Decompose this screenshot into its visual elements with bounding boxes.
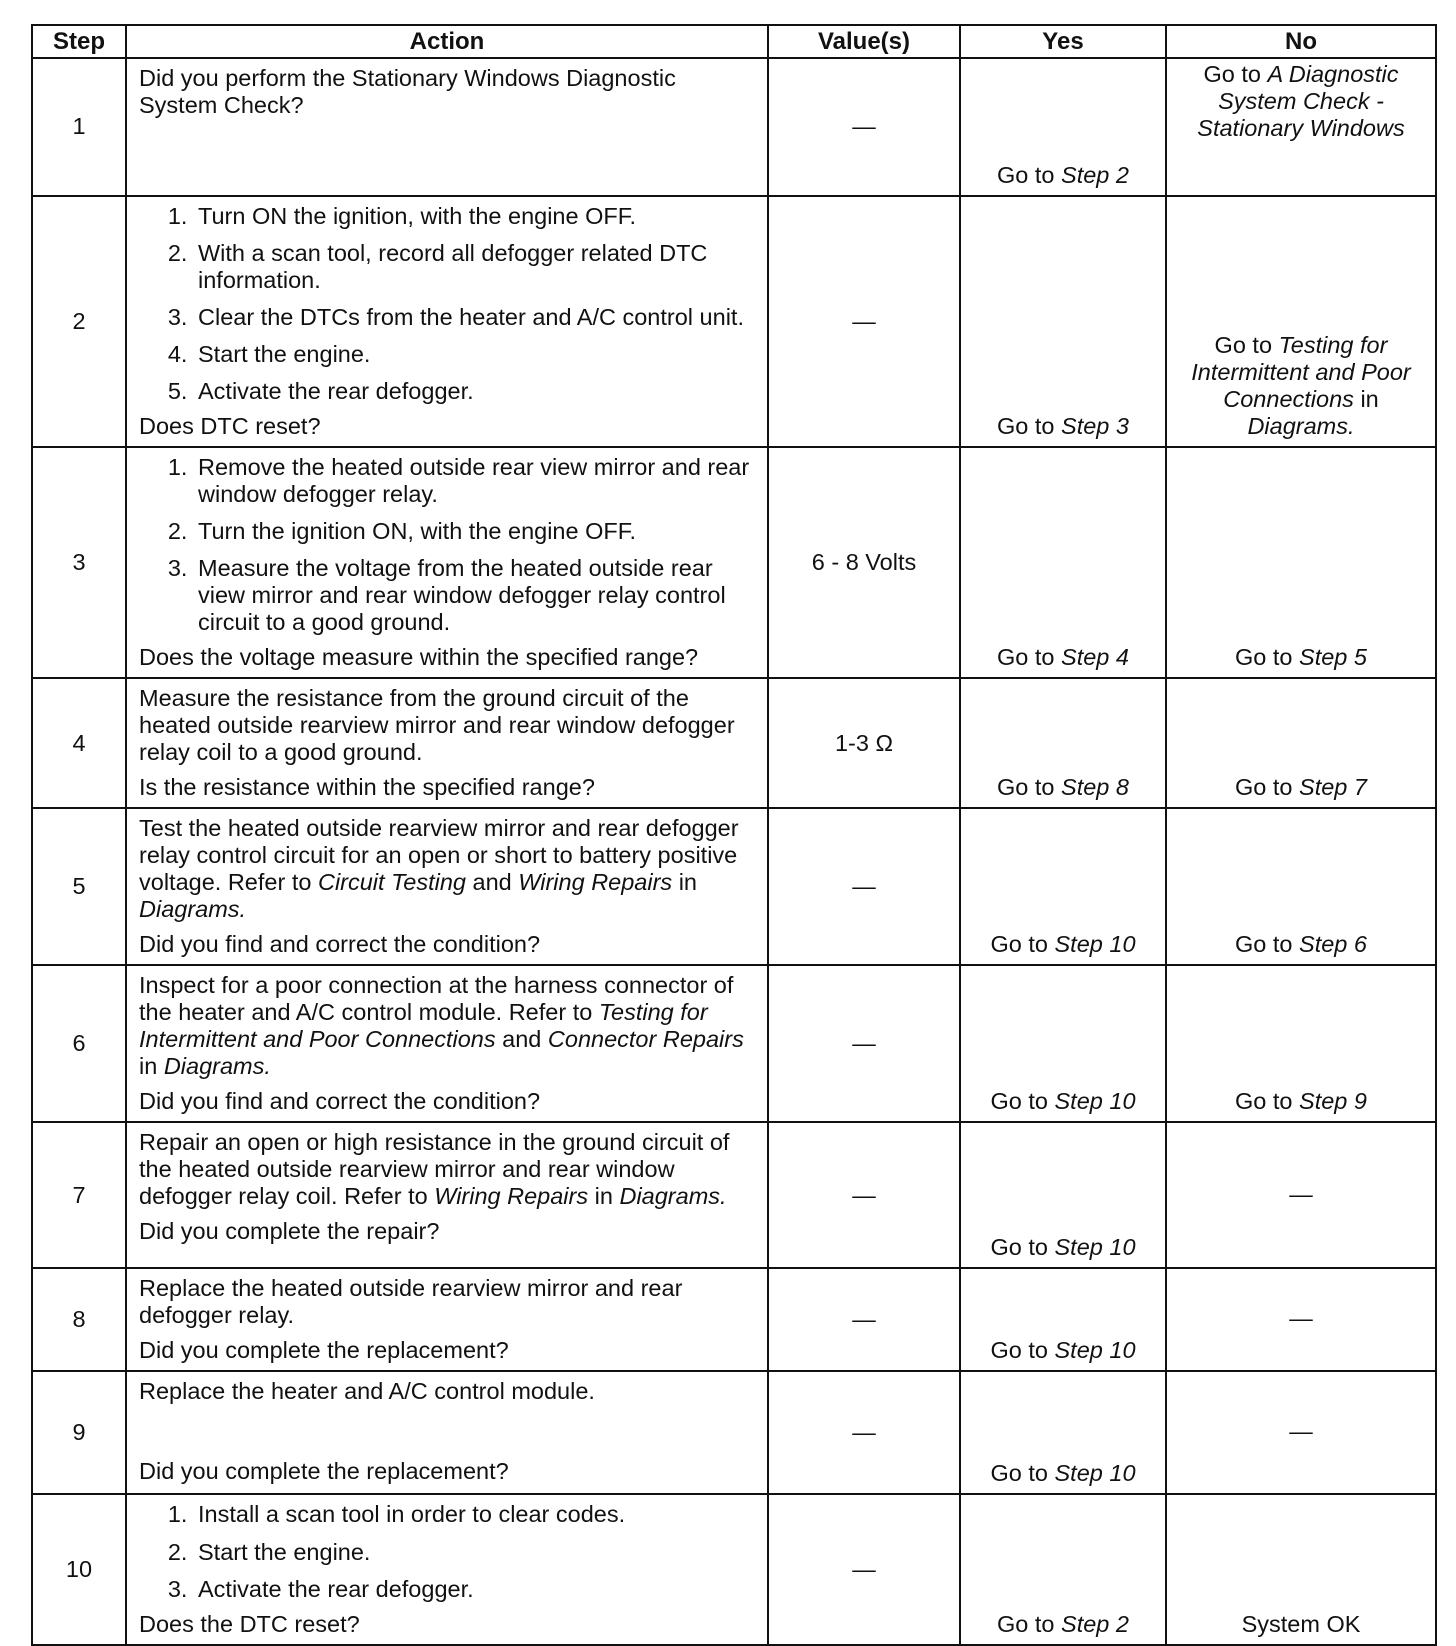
yes-cell: Go to Step 4 [960, 447, 1166, 678]
step-reference: Step 10 [1054, 1460, 1136, 1487]
list-item: 1. Install a scan tool in order to clear codes. [194, 1501, 757, 1528]
step-number: 7 [32, 1122, 126, 1268]
step-number: 1 [32, 58, 126, 196]
action-cell [126, 965, 768, 1122]
no-cell: — [1166, 1268, 1436, 1371]
action-text: Repair an open or high resistance in the ground circuit of the heated outside rearview mirror and rear window defogger relay coil. Refer to Wiring Repairs in Diagrams. [139, 1129, 730, 1210]
action-text: Replace the heater and A/C control module. [139, 1378, 595, 1405]
action-cell [126, 447, 768, 678]
step-number: 5 [32, 808, 126, 965]
question-text: Did you complete the replacement? [139, 1457, 509, 1484]
no-cell: Go to Step 5 [1166, 447, 1436, 678]
step-number: 8 [32, 1268, 126, 1371]
value-cell: — [768, 196, 960, 447]
procedure-reference: Diagrams. [1247, 413, 1355, 440]
step-number: 6 [32, 965, 126, 1122]
value-cell: — [768, 1371, 960, 1494]
question-text: Is the resistance within the specified range? [139, 774, 595, 801]
list-item: 4. Start the engine. [194, 341, 757, 368]
action-cell [126, 58, 768, 196]
procedure-reference: A Diagnostic System Check - Stationary Windows [1197, 61, 1405, 142]
table-header-row [32, 25, 1436, 58]
step-reference: Step 2 [1061, 161, 1129, 188]
step-reference: Step 10 [1054, 1088, 1136, 1115]
value-cell: — [768, 808, 960, 965]
list-item: 3. Measure the voltage from the heated outside rear view mirror and rear window defogger relay control circuit to a good ground. [194, 555, 757, 636]
table-row [32, 965, 1436, 1122]
step-reference: Step 6 [1299, 931, 1367, 958]
list-item: 3. Activate the rear defogger. [194, 1576, 757, 1603]
step-reference: Step 3 [1061, 413, 1129, 440]
no-cell: — [1166, 1371, 1436, 1494]
step-reference: Step 7 [1299, 774, 1367, 801]
step-reference: Step 9 [1299, 1088, 1367, 1115]
no-cell: Go to Step 7 [1166, 678, 1436, 808]
list-item: 1. Turn ON the ignition, with the engine OFF. [194, 203, 757, 230]
yes-cell: Go to Step 10 [960, 1122, 1166, 1268]
question-text: Does DTC reset? [139, 413, 321, 440]
step-number: 2 [32, 196, 126, 447]
yes-cell: Go to Step 3 [960, 196, 1166, 447]
step-reference: Step 5 [1299, 644, 1367, 671]
step-number: 3 [32, 447, 126, 678]
table-row [32, 58, 1436, 196]
step-number: 4 [32, 678, 126, 808]
step-reference: Step 2 [1061, 1610, 1129, 1637]
step-reference: Step 10 [1054, 931, 1136, 958]
diagnostic-table [31, 24, 1437, 1646]
step-reference: Step 8 [1061, 774, 1129, 801]
value-cell: — [768, 1122, 960, 1268]
action-cell [126, 1268, 768, 1371]
yes-cell: Go to Step 2 [960, 58, 1166, 196]
question-text: Does the DTC reset? [139, 1610, 360, 1637]
action-list [139, 203, 757, 405]
yes-cell: Go to Step 10 [960, 1268, 1166, 1371]
action-cell [126, 808, 768, 965]
no-cell: — [1166, 1122, 1436, 1268]
list-item: 2. Turn the ignition ON, with the engine OFF. [194, 518, 757, 545]
header-yes: Yes [960, 25, 1166, 58]
action-cell [126, 196, 768, 447]
no-cell: Go to Step 6 [1166, 808, 1436, 965]
list-item: 3. Clear the DTCs from the heater and A/C control unit. [194, 304, 757, 331]
header-values: Value(s) [768, 25, 960, 58]
question-text: Did you find and correct the condition? [139, 1088, 541, 1115]
step-number: 9 [32, 1371, 126, 1494]
no-cell: Go to Testing for Intermittent and Poor Connections in Diagrams. [1166, 196, 1436, 447]
no-cell: System OK [1166, 1494, 1436, 1644]
procedure-reference: Testing for Intermittent and Poor Connections [1191, 332, 1411, 413]
question-text: Did you complete the replacement? [139, 1337, 509, 1364]
value-cell: — [768, 1494, 960, 1644]
action-text: Inspect for a poor connection at the harness connector of the heater and A/C control module. Refer to Testing for Intermittent and Poor Connections and Connector Repairs in Diagrams. [139, 972, 744, 1080]
action-cell [126, 678, 768, 808]
action-list [139, 454, 757, 636]
list-item: 5. Activate the rear defogger. [194, 378, 757, 405]
yes-cell: Go to Step 10 [960, 1371, 1166, 1494]
question-text: Did you complete the repair? [139, 1218, 440, 1245]
value-cell: 1-3 Ω [768, 678, 960, 808]
action-list [139, 1501, 757, 1602]
value-cell: — [768, 965, 960, 1122]
table-row [32, 196, 1436, 447]
value-cell: — [768, 58, 960, 196]
header-action: Action [126, 25, 768, 58]
action-cell [126, 1494, 768, 1644]
action-cell [126, 1371, 768, 1494]
step-reference: Step 10 [1054, 1337, 1136, 1364]
table-row [32, 1371, 1436, 1494]
action-text: Measure the resistance from the ground circuit of the heated outside rearview mirror and rear window defogger relay coil to a good ground. [139, 685, 735, 766]
value-cell: — [768, 1268, 960, 1371]
question-text: Does the voltage measure within the specified range? [139, 644, 699, 671]
table-row [32, 1122, 1436, 1268]
no-cell: Go to Step 9 [1166, 965, 1436, 1122]
table-row [32, 1494, 1436, 1644]
step-reference: Step 10 [1054, 1234, 1136, 1261]
action-text: Test the heated outside rearview mirror and rear defogger relay control circuit for an open or short to battery positive voltage. Refer to Circuit Testing and Wiring Repairs in Diagrams. [139, 815, 739, 923]
header-no: No [1166, 25, 1436, 58]
yes-cell: Go to Step 2 [960, 1494, 1166, 1644]
value-cell: 6 - 8 Volts [768, 447, 960, 678]
step-reference: Step 4 [1061, 644, 1129, 671]
list-item: 2. Start the engine. [194, 1539, 757, 1566]
table-row [32, 678, 1436, 808]
table-row [32, 808, 1436, 965]
question-text: Did you find and correct the condition? [139, 931, 541, 958]
table-row [32, 1268, 1436, 1371]
table-row [32, 447, 1436, 678]
yes-cell: Go to Step 8 [960, 678, 1166, 808]
action-text: Did you perform the Stationary Windows Diagnostic System Check? [139, 65, 676, 119]
step-number: 10 [32, 1494, 126, 1644]
yes-cell: Go to Step 10 [960, 808, 1166, 965]
list-item: 1. Remove the heated outside rear view mirror and rear window defogger relay. [194, 454, 757, 508]
action-text: Replace the heated outside rearview mirror and rear defogger relay. [139, 1275, 683, 1329]
no-cell: Go to A Diagnostic System Check - Stationary Windows [1166, 58, 1436, 196]
header-step: Step [32, 25, 126, 58]
list-item: 2. With a scan tool, record all defogger related DTC information. [194, 240, 757, 294]
action-cell [126, 1122, 768, 1268]
yes-cell: Go to Step 10 [960, 965, 1166, 1122]
